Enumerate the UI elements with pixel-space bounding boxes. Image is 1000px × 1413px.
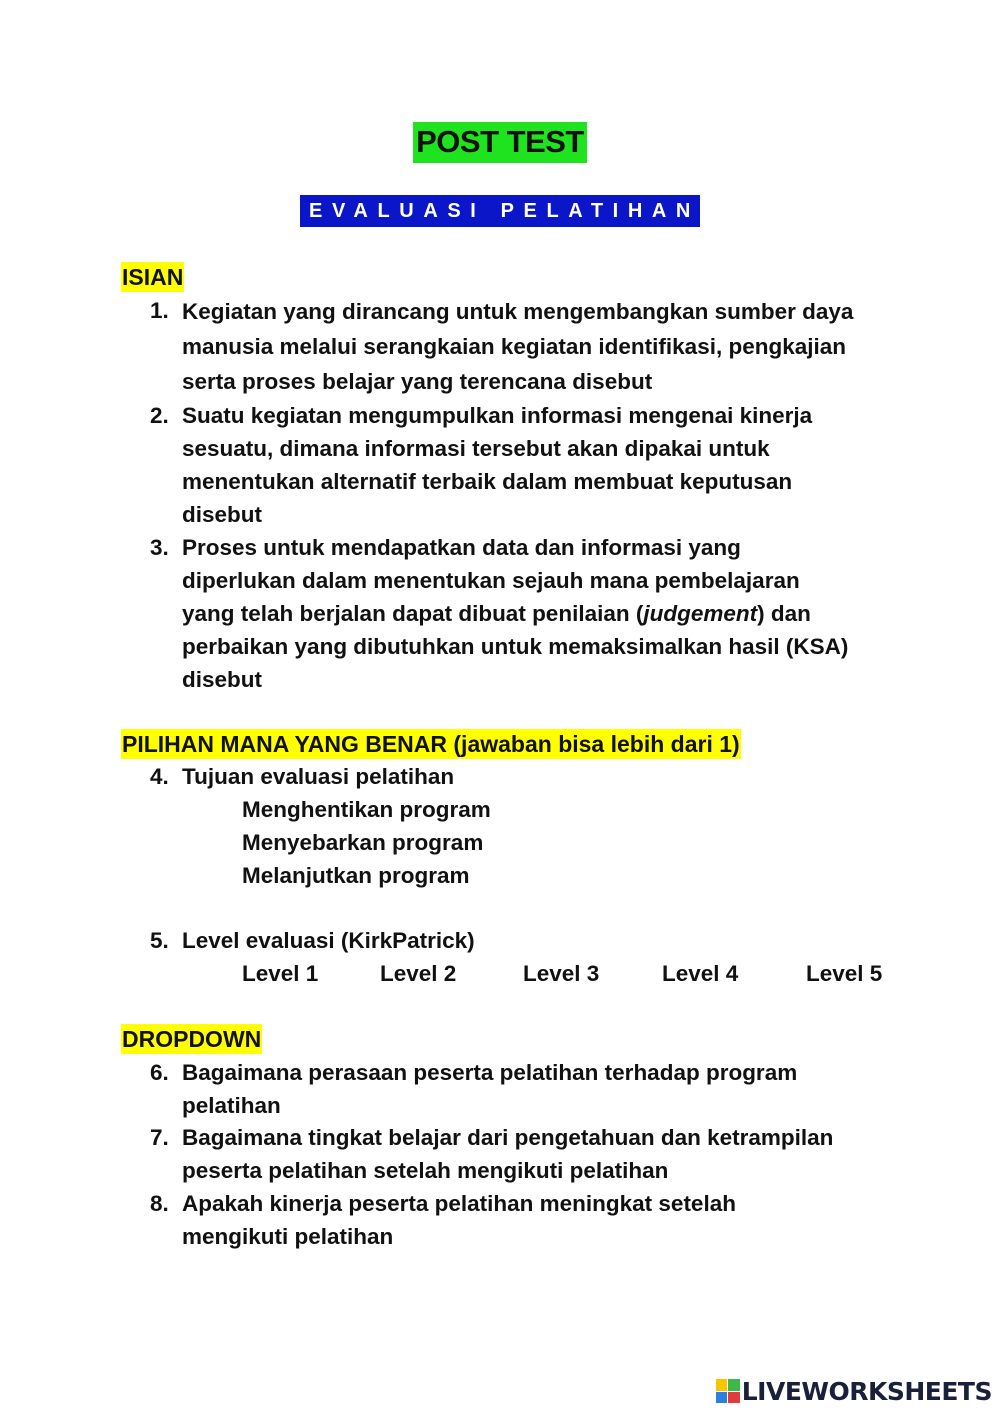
question-number: 4. — [150, 764, 169, 789]
question-line: disebut — [182, 502, 263, 527]
liveworksheets-logo — [716, 1375, 992, 1407]
question-number: 7. — [150, 1125, 169, 1150]
live-badge-icon — [716, 1379, 740, 1403]
question-line: mengikuti pelatihan — [182, 1224, 394, 1249]
section-heading-isian: ISIAN — [122, 264, 184, 290]
logo-text: LIVEWORKSHEETS — [741, 1376, 992, 1406]
question-line: Suatu kegiatan mengumpulkan informasi mengenai kinerja — [182, 403, 813, 428]
question-line: Kegiatan yang dirancang untuk mengembangkan sumber daya — [182, 299, 854, 324]
question-text: Tujuan evaluasi pelatihan — [182, 764, 455, 789]
question-line: peserta pelatihan setelah mengikuti pelatihan — [182, 1158, 669, 1183]
question-line — [182, 597, 890, 630]
question-line: Bagaimana tingkat belajar dari pengetahuan dan ketrampilan — [182, 1125, 834, 1150]
question-text: ) dan — [757, 601, 811, 626]
question-line: pelatihan — [182, 1093, 281, 1118]
question-line: Apakah kinerja peserta pelatihan meningkat setelah — [182, 1191, 736, 1216]
option-level-4[interactable]: Level 4 — [662, 961, 739, 986]
title-wrap — [0, 122, 1000, 163]
question-7 — [150, 1121, 890, 1187]
question-number: 1. — [150, 298, 169, 323]
option-menghentikan[interactable]: Menghentikan program — [242, 797, 491, 822]
question-4 — [150, 760, 890, 793]
question-1 — [150, 294, 890, 399]
section-heading-pilihan: PILIHAN MANA YANG BENAR (jawaban bisa lebih dari 1) — [122, 731, 740, 757]
question-number: 3. — [150, 535, 169, 560]
italic-term: judgement — [643, 601, 758, 626]
question-number: 5. — [150, 928, 169, 953]
subtitle-wrap — [0, 195, 1000, 227]
option-level-5[interactable]: Level 5 — [806, 961, 883, 986]
question-line: diperlukan dalam menentukan sejauh mana pembelajaran — [182, 568, 800, 593]
option-level-3[interactable]: Level 3 — [523, 961, 600, 986]
section-heading-dropdown: DROPDOWN — [122, 1026, 262, 1052]
question-line: Bagaimana perasaan peserta pelatihan terhadap program — [182, 1060, 798, 1085]
option-level-2[interactable]: Level 2 — [380, 961, 457, 986]
question-line: Proses untuk mendapatkan data dan informasi yang — [182, 535, 741, 560]
question-number: 2. — [150, 403, 169, 428]
question-text: yang telah berjalan dapat dibuat penilaian ( — [182, 601, 644, 626]
question-number: 8. — [150, 1191, 169, 1216]
question-3 — [150, 531, 890, 696]
question-number: 6. — [150, 1060, 169, 1085]
question-line: menentukan alternatif terbaik dalam membuat keputusan — [182, 469, 793, 494]
question-text: Level evaluasi (KirkPatrick) — [182, 928, 475, 953]
page-subtitle: EVALUASI PELATIHAN — [300, 195, 700, 227]
question-line: disebut — [182, 667, 263, 692]
question-line: perbaikan yang dibutuhkan untuk memaksimalkan hasil (KSA) — [182, 634, 849, 659]
question-6 — [150, 1056, 890, 1122]
question-2 — [150, 399, 890, 531]
question-line: sesuatu, dimana informasi tersebut akan dipakai untuk — [182, 436, 770, 461]
option-level-1[interactable]: Level 1 — [242, 961, 319, 986]
question-line: manusia melalui serangkaian kegiatan identifikasi, pengkajian — [182, 334, 846, 359]
question-8 — [150, 1187, 890, 1253]
question-5 — [150, 924, 890, 957]
option-menyebarkan[interactable]: Menyebarkan program — [242, 830, 484, 855]
option-melanjutkan[interactable]: Melanjutkan program — [242, 863, 470, 888]
page-title: POST TEST — [413, 122, 587, 163]
question-line: serta proses belajar yang terencana disebut — [182, 369, 653, 394]
